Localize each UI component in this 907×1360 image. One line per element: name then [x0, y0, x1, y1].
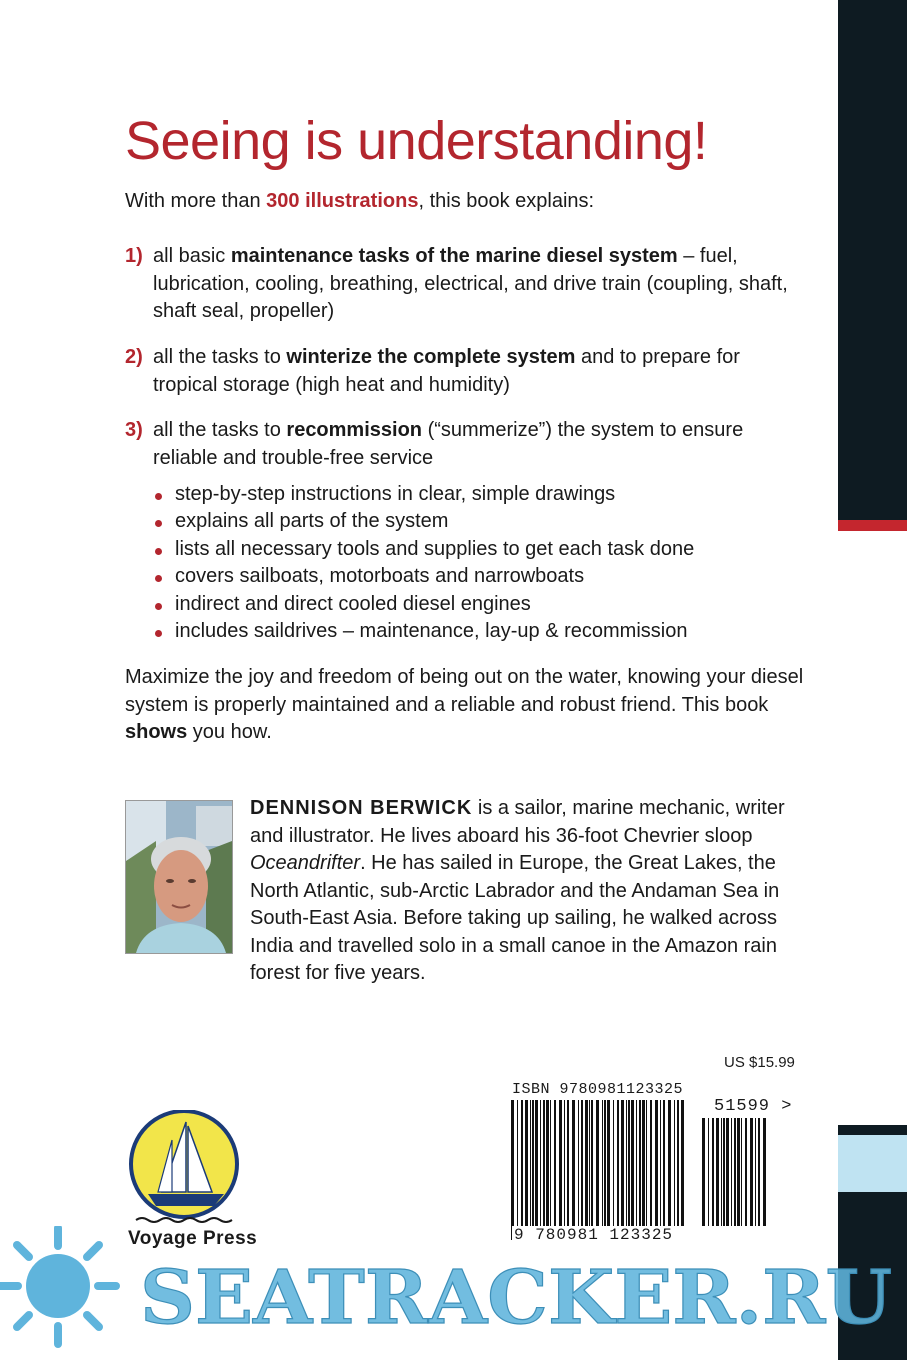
barcode-bar — [604, 1100, 606, 1240]
bullet-dot-icon — [155, 603, 162, 610]
bullet-item — [155, 536, 694, 563]
barcode-bar — [607, 1100, 610, 1226]
barcode-addon-number: 51599 > — [714, 1097, 793, 1116]
barcode-bar — [758, 1118, 760, 1226]
bullet-item — [155, 618, 694, 645]
intro-line — [125, 188, 594, 215]
barcode-bar — [712, 1118, 714, 1226]
barcode-bar — [655, 1100, 658, 1226]
barcode-bar — [668, 1100, 671, 1226]
bullet-item — [155, 563, 694, 590]
barcode-bar — [650, 1100, 652, 1226]
barcode-bar — [646, 1100, 647, 1226]
bullet-text: covers sailboats, motorboats and narrowboats — [175, 565, 585, 588]
barcode-bar — [602, 1100, 603, 1240]
barcode-bar — [567, 1100, 569, 1226]
barcode-bar — [613, 1100, 614, 1226]
sun-icon — [0, 1228, 116, 1344]
barcode-bar — [755, 1118, 756, 1226]
barcode-bar — [741, 1118, 742, 1226]
barcode-bar — [681, 1100, 684, 1226]
item-text-post: – fuel, lubrication, cooling, breathing, electrical, and drive train (coupling, shaft, shaft seal, propeller) — [153, 245, 788, 322]
barcode-bar — [745, 1118, 747, 1226]
bullet-text: includes saildrives – maintenance, lay-up & recommission — [175, 620, 688, 643]
bullet-dot-icon — [155, 520, 162, 527]
item-text — [153, 417, 793, 472]
bullet-text: lists all necessary tools and supplies to get each task done — [175, 537, 695, 560]
barcode-bar — [639, 1100, 641, 1226]
feature-bullet-list — [155, 481, 694, 645]
barcode-bar — [511, 1100, 514, 1240]
barcode-bar — [660, 1100, 661, 1226]
item-text-pre: all the tasks to — [153, 419, 287, 441]
barcode-bar — [731, 1118, 732, 1226]
barcode-bar — [726, 1118, 729, 1226]
barcode-bar — [581, 1100, 583, 1226]
item-text-pre: all basic — [153, 245, 231, 267]
bullet-text: indirect and direct cooled diesel engines — [175, 592, 531, 615]
barcode-bar — [585, 1100, 588, 1226]
barcode-bar — [572, 1100, 575, 1226]
item-text — [153, 344, 793, 399]
barcode-bar — [723, 1118, 725, 1226]
barcode-bar — [716, 1118, 719, 1226]
barcode-bar — [708, 1118, 709, 1226]
item-number: 1) — [125, 245, 143, 267]
list-item-1 — [125, 243, 825, 326]
barcode-bar — [546, 1100, 549, 1226]
voyage-press-logo — [128, 1110, 252, 1228]
bullet-dot-icon — [155, 630, 162, 637]
barcode-bar — [517, 1100, 518, 1240]
bullet-item — [155, 481, 694, 508]
barcode-bar — [626, 1100, 627, 1226]
barcode-digits: 9 780981 123325 — [514, 1226, 674, 1244]
barcode-bar — [631, 1100, 634, 1226]
author-bio — [250, 795, 810, 988]
barcode-bar — [532, 1100, 534, 1226]
item-text-bold: recommission — [286, 419, 423, 441]
bullet-dot-icon — [155, 548, 162, 555]
watermark-text: SEATRACKER.RU — [140, 1255, 892, 1341]
isbn-barcode — [509, 1100, 689, 1240]
closing-bold: shows — [125, 721, 188, 743]
item-text-post: and to prepare for tropical storage (high heat and humidity) — [153, 346, 740, 396]
bullet-item — [155, 591, 694, 618]
list-item-3 — [125, 417, 825, 472]
barcode-bar — [521, 1100, 523, 1226]
item-text-post: (“summerize”) the system to ensure reliable and trouble-free service — [153, 419, 744, 469]
barcode-bar — [636, 1100, 637, 1226]
barcode-bar — [543, 1100, 545, 1226]
barcode-bar — [559, 1100, 562, 1226]
closing-paragraph — [125, 664, 805, 747]
price-addon-barcode — [700, 1118, 772, 1240]
bullet-item — [155, 508, 694, 535]
item-text-bold: maintenance tasks of the marine diesel system — [230, 245, 678, 267]
barcode-bar — [663, 1100, 665, 1226]
closing-text-end: you how. — [187, 721, 272, 743]
barcode-bar — [535, 1100, 538, 1226]
boat-name: Oceandrifter — [250, 852, 361, 874]
closing-text: Maximize the joy and freedom of being out on the water, knowing your diesel system is properly maintained and a reliable and robust friend. This book — [125, 666, 804, 716]
seatracker-watermark — [0, 1226, 907, 1360]
barcode-bar — [642, 1100, 645, 1226]
barcode-bar — [702, 1118, 705, 1226]
barcode-bar — [737, 1118, 740, 1226]
spine-blue-band — [838, 1135, 907, 1192]
bullet-text: explains all parts of the system — [175, 510, 449, 533]
barcode-bar — [617, 1100, 619, 1226]
price-label: US $15.99 — [724, 1054, 795, 1071]
bio-text: is a sailor, marine mechanic, writer and illustrator. He lives aboard his 36-foot Chevrier sloop — [250, 797, 785, 847]
bullet-dot-icon — [155, 493, 162, 500]
barcode-bar — [674, 1100, 675, 1226]
intro-text: With more than — [125, 190, 267, 212]
intro-highlight: 300 illustrations — [266, 190, 419, 212]
barcode-bar — [540, 1100, 541, 1226]
item-number: 3) — [125, 419, 143, 441]
barcode-bar — [628, 1100, 630, 1226]
barcode-bar — [564, 1100, 565, 1226]
barcode-bar — [550, 1100, 551, 1226]
barcode-bar — [596, 1100, 599, 1226]
item-text — [153, 243, 793, 326]
barcode-bar — [750, 1118, 753, 1226]
headline: Seeing is understanding! — [125, 111, 708, 171]
bio-text-end: . He has sailed in Europe, the Great Lakes, the North Atlantic, sub-Arctic Labrador and the Andaman Sea in South-East Asia. Before taking up sailing, he walked across India and travelled solo in a small canoe in the Amazon rain forest for five years. — [250, 852, 780, 984]
barcode-bar — [578, 1100, 579, 1226]
barcode-bar — [591, 1100, 593, 1226]
barcode-bar — [677, 1100, 679, 1226]
barcode-bar — [763, 1118, 766, 1226]
author-photo — [125, 800, 233, 954]
barcode-bar — [621, 1100, 624, 1226]
publisher-name: Voyage Press — [128, 1228, 258, 1249]
barcode-bar — [721, 1118, 722, 1226]
barcode-bar — [734, 1118, 736, 1226]
item-number: 2) — [125, 346, 143, 368]
bullet-dot-icon — [155, 575, 162, 582]
spine-dark-band-lower — [838, 1125, 907, 1135]
isbn-label: ISBN 9780981123325 — [512, 1081, 684, 1098]
barcode-bar — [554, 1100, 556, 1226]
spine-dark-band — [838, 0, 907, 520]
item-text-pre: all the tasks to — [153, 346, 287, 368]
bullet-text: step-by-step instructions in clear, simple drawings — [175, 483, 616, 505]
author-name: DENNISON BERWICK — [250, 797, 473, 819]
barcode-bar — [530, 1100, 531, 1226]
item-text-bold: winterize the complete system — [286, 346, 576, 368]
intro-text-end: , this book explains: — [418, 190, 595, 212]
list-item-2 — [125, 344, 825, 399]
barcode-bar — [589, 1100, 590, 1226]
barcode-bar — [525, 1100, 528, 1226]
spine-red-stripe — [838, 520, 907, 531]
